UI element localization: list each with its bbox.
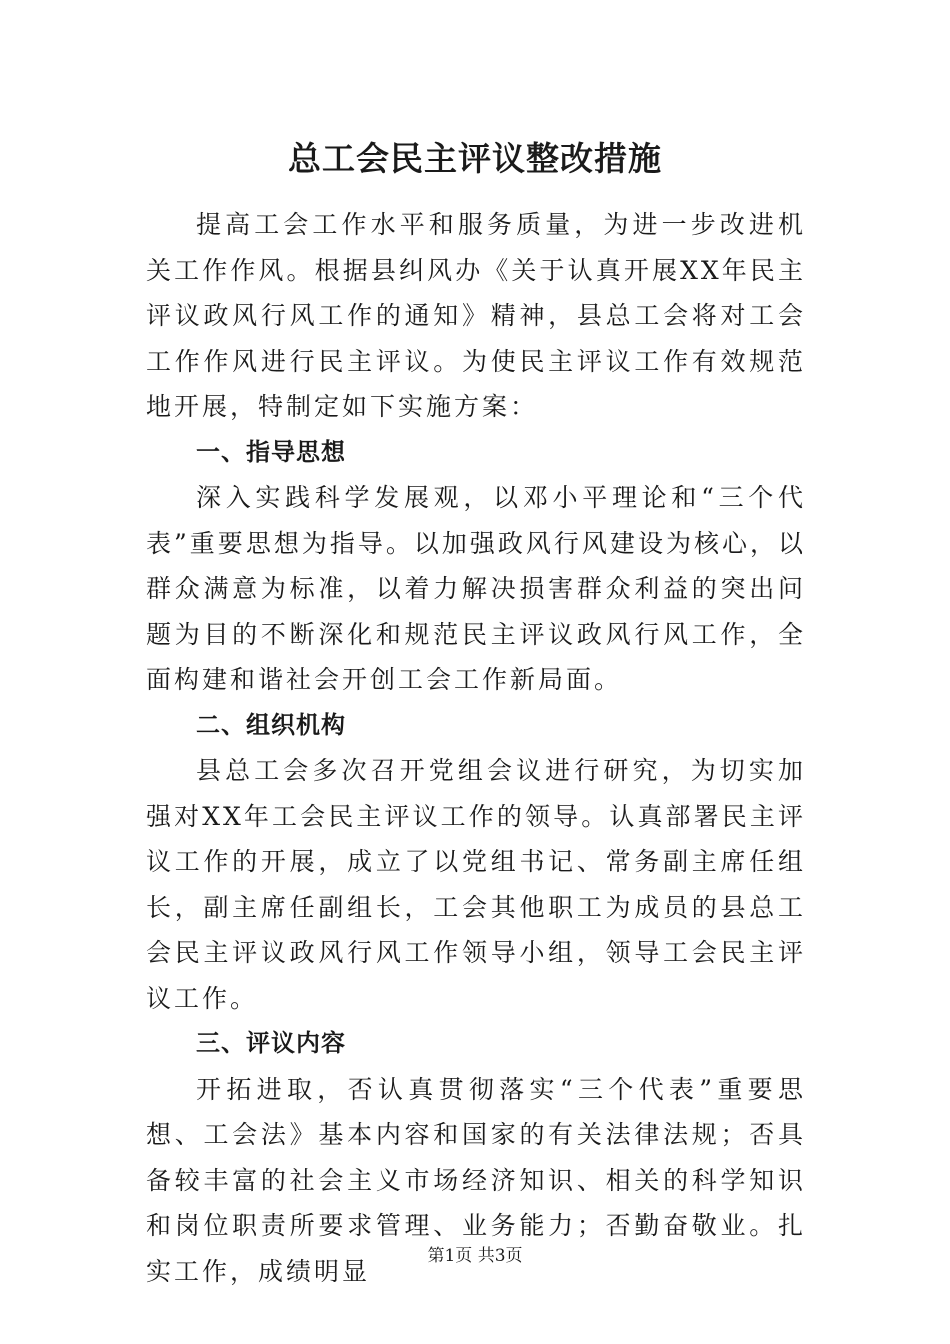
section-body-organization: 县总工会多次召开党组会议进行研究，为切实加强对XX年工会民主评议工作的领导。认真部署民主评议工作的开展，成立了以党组书记、常务副主席任组长，副主席任副组长，工会其他职工为成员的县总工会民主评议政风行风工作领导小组，领导工会民主评议工作。: [146, 756, 806, 1013]
section-body-guiding-ideology: 深入实践科学发展观，以邓小平理论和“三个代表”重要思想为指导。以加强政风行风建设为核心，以群众满意为标准，以着力解决损害群众利益的突出问题为目的不断深化和规范民主评议政风行风工作，全面构建和谐社会开创工会工作新局面。: [146, 483, 806, 694]
section-heading-guiding-ideology: 一、指导思想: [196, 437, 346, 466]
section-body-evaluation-content: 开拓进取，否认真贯彻落实“三个代表”重要思想、工会法》基本内容和国家的有关法律法规；否具备较丰富的社会主义市场经济知识、相关的科学知识和岗位职责所要求管理、业务能力；否勤奋敬业。扎实工作，成绩明显: [146, 1074, 806, 1286]
document-title: 总工会民主评议整改措施: [288, 139, 662, 178]
section-heading-organization: 二、组织机构: [196, 710, 346, 739]
intro-paragraph: 提高工会工作水平和服务质量，为进一步改进机关工作作风。根据县纠风办《关于认真开展XX年民主评议政风行风工作的通知》精神，县总工会将对工会工作作风进行民主评议。为使民主评议工作有效规范地开展，特制定如下实施方案：: [146, 210, 806, 421]
section-heading-evaluation-content: 三、评议内容: [196, 1029, 346, 1057]
page-number-footer: 第1页 共3页: [427, 1246, 523, 1266]
document-body: [146, 202, 806, 1294]
